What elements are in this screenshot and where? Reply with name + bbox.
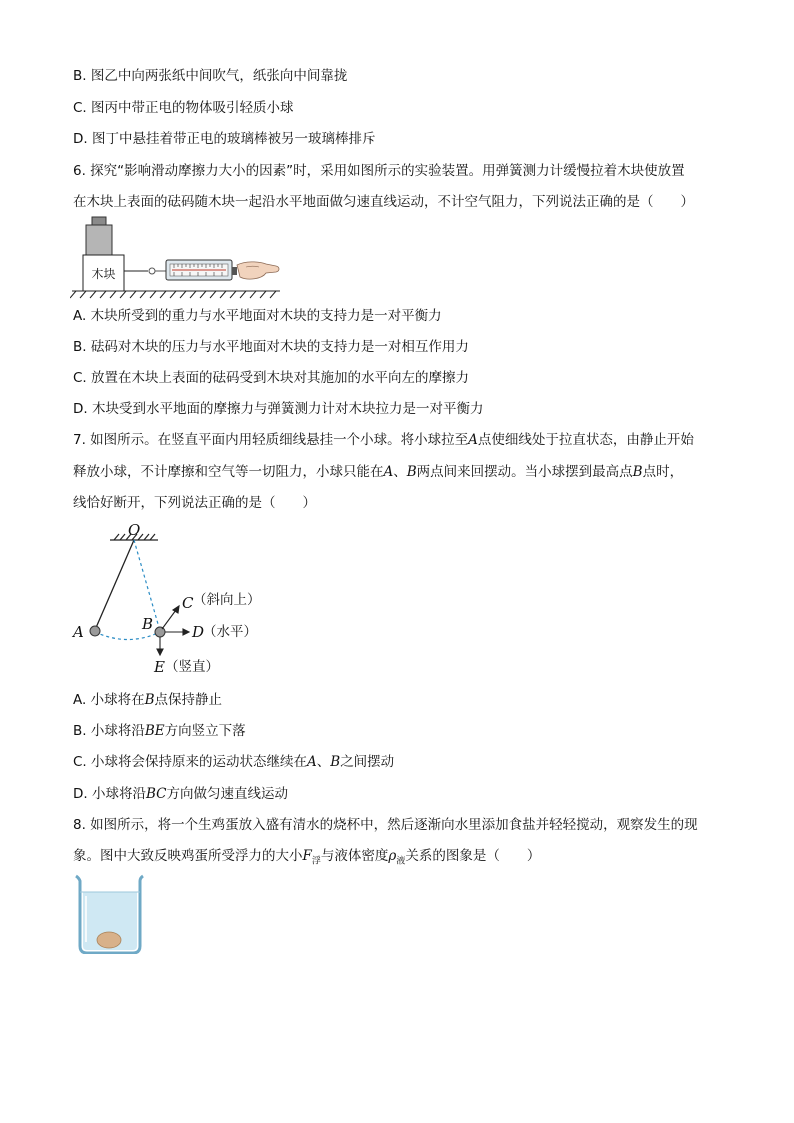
q6-friction-apparatus-figure: [70, 215, 285, 300]
point-c-label: C: [182, 594, 194, 612]
q7-stem-line-2: 释放小球，不计摩擦和空气等一切阻力，小球只能在A、B两点间来回摆动。当小球摆到最高点B点时，: [73, 464, 684, 480]
q6-stem-line-2: 在木块上表面的砝码随木块一起沿水平地面做匀速直线运动，不计空气阻力，下列说法正确的是（ ）: [73, 194, 694, 210]
point-d-note: （水平）: [203, 624, 257, 640]
point-o-label: O: [128, 522, 141, 539]
point-e-note: （竖直）: [165, 659, 219, 675]
pendulum-string: [95, 540, 134, 630]
q6-option-b: B. 砝码对木块的压力与水平地面对木块的支持力是一对相互作用力: [73, 339, 469, 355]
q5-option-d: D. 图丁中悬挂着带正电的玻璃棒被另一玻璃棒排斥: [73, 131, 376, 147]
q6-option-d: D. 木块受到水平地面的摩擦力与弹簧测力计对木块拉力是一对平衡力: [73, 401, 484, 417]
ball-at-a: [90, 626, 100, 636]
ball-at-b: [155, 627, 165, 637]
q7-stem-line-1: 7. 如图所示。在竖直平面内用轻质细线悬挂一个小球。将小球拉至A点使细线处于拉直状态，由静止开始: [73, 432, 694, 448]
point-b-label: B: [142, 615, 154, 633]
q5-option-c: C. 图丙中带正电的物体吸引轻质小球: [73, 100, 294, 116]
q8-stem-line-1: 8. 如图所示，将一个生鸡蛋放入盛有清水的烧杯中，然后逐渐向水里添加食盐并轻轻搅动，观察发生的现: [73, 817, 698, 833]
q7-option-c: C. 小球将会保持原来的运动状态继续在A、B之间摆动: [73, 754, 395, 770]
q6-option-c: C. 放置在木块上表面的砝码受到木块对其施加的水平向左的摩擦力: [73, 370, 470, 386]
q8-beaker-egg-figure: [70, 872, 150, 954]
point-c-note: （斜向上）: [193, 592, 261, 608]
point-e-label: E: [154, 658, 165, 676]
arrow-bc: [162, 610, 176, 629]
q8-stem-line-2: 象。图中大致反映鸡蛋所受浮力的大小$F_浮$与液体密度$\rho_液$关系的图象是（ ）: [73, 848, 541, 867]
ground-hatching: [70, 291, 280, 298]
hand-icon: [237, 262, 279, 279]
q7-pendulum-figure: [70, 522, 285, 680]
spring-scale: [149, 260, 237, 280]
point-d-label: D: [192, 623, 205, 641]
point-a-label: A: [73, 623, 84, 641]
q7-stem-line-3: 线恰好断开，下列说法正确的是（ ）: [73, 495, 316, 511]
weight-block: [86, 217, 112, 255]
egg: [97, 932, 121, 948]
q7-option-a: A. 小球将在B点保持静止: [73, 692, 223, 708]
q5-option-b: B. 图乙中向两张纸中间吹气，纸张向中间靠拢: [73, 68, 348, 84]
q6-stem-line-1: 6. 探究“影响滑动摩擦力大小的因素”时，采用如图所示的实验装置。用弹簧测力计缓慢拉着木块使放置: [73, 163, 685, 179]
q7-option-b: B. 小球将沿BE方向竖立下落: [73, 723, 246, 739]
q6-option-a: A. 木块所受到的重力与水平地面对木块的支持力是一对平衡力: [73, 308, 442, 324]
swing-arc: [95, 632, 160, 640]
q7-option-d: D. 小球将沿BC方向做匀速直线运动: [73, 786, 288, 802]
wooden-block-label: 木块: [91, 267, 116, 281]
